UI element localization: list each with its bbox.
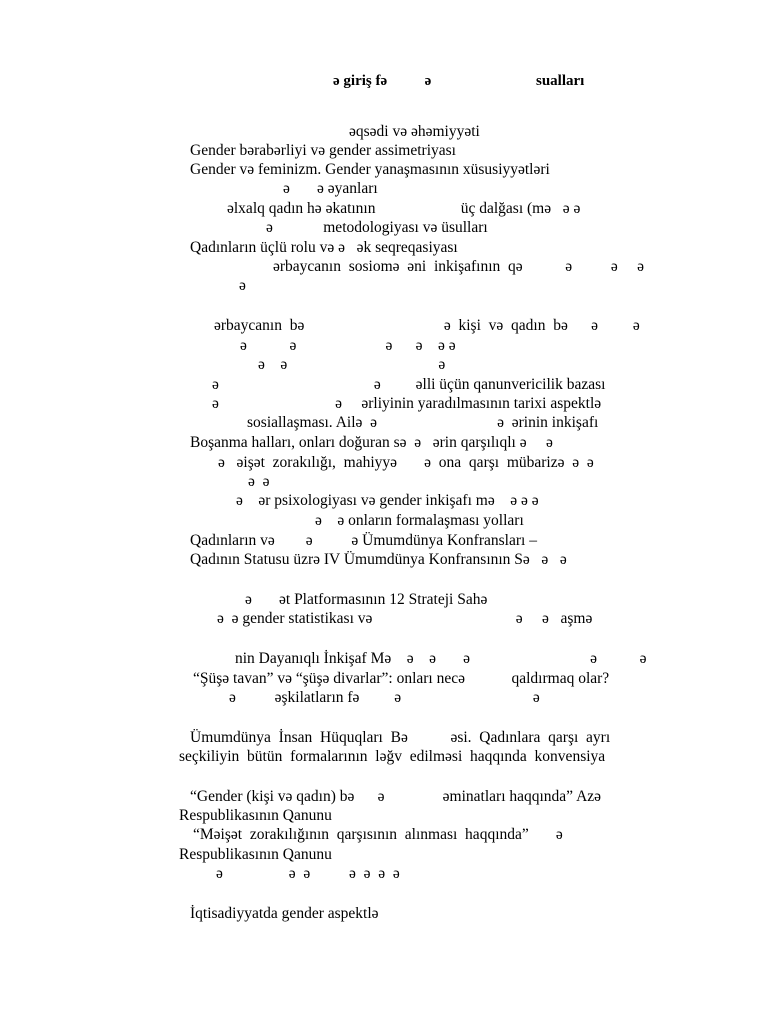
text-line: “Gender (kişi və qadın) bə ə əminatları haqqında” Azə (190, 788, 602, 805)
text-line: ə əşkilatların fə ə ə (229, 689, 540, 706)
text-line: ə əişət zorakılığı, mahiyyə ə ona qarşı mübarizə ə ə (218, 454, 594, 471)
document-title-right: sualları (536, 73, 585, 89)
text-line: Ümumdünya İnsan Hüquqları Bə əsi. Qadınlara qarşı ayrı (190, 729, 611, 746)
text-line: İqtisadiyyatda gender aspektlə (190, 905, 379, 922)
text-line: ə ə ə ə ə ə ə (216, 865, 400, 882)
text-line: Qadının Statusu üzrə IV Ümumdünya Konfransının Sə ə ə (190, 551, 567, 568)
text-line: Gender və feminizm. Gender yanaşmasının xüsusiyyətləri (190, 161, 550, 178)
text-line: ə ə əlli üçün qanunvericilik bazası (212, 376, 606, 393)
text-line: Qadınların üçlü rolu və ə ək seqreqasiyası (190, 239, 458, 256)
text-line: ə ə gender statistikası və ə ə aşmə (217, 610, 593, 627)
text-line: “Məişət zorakılığının qarşısının alınması haqqında” ə (193, 826, 563, 843)
text-line: ə ər psixologiyası və gender inkişafı mə ə ə ə (236, 492, 539, 509)
text-line: ə ət Platformasının 12 Strateji Sahə (245, 591, 488, 608)
text-line: əlxalq qadın hə əkatının üç dalğası (mə ə ə (227, 200, 581, 217)
text-line: ə ə əyanları (283, 180, 378, 197)
text-line: ə metodologiyası və üsulları (266, 219, 488, 236)
text-line: “Şüşə tavan” və “şüşə divarlar”: onları necə qaldırmaq olar? (193, 670, 610, 687)
text-line: Gender bərabərliyi və gender assimetriyası (190, 142, 456, 159)
text-line: ə ə (248, 473, 270, 490)
text-line: ə ə ə ə ə ə (240, 337, 456, 354)
text-line: ə ə onların formalaşması yolları (315, 512, 524, 529)
text-line: Respublikasının Qanunu (179, 846, 332, 863)
text-line: Boşanma halları, onları doğuran sə ə ərin qarşılıqlı ə ə (190, 434, 553, 451)
text-line: nin Dayanıqlı İnkişaf Mə ə ə ə ə ə (235, 650, 647, 667)
text-line: ərbaycanın sosiomə əni inkişafının qə ə ə ə (273, 258, 645, 275)
text-line: ə (239, 277, 246, 294)
text-line: seçkiliyin bütün formalarının ləğv edilməsi haqqında konvensiya (179, 748, 606, 765)
text-line: ərbaycanın bə ə kişi və qadın bə ə ə (214, 317, 640, 334)
document-title-left: ə giriş fə ə (333, 73, 432, 89)
text-line: sosiallaşması. Ailə ə ə ərinin inkişafı (247, 414, 599, 431)
text-line: Respublikasının Qanunu (179, 807, 332, 824)
text-line: əqsədi və əhəmiyyəti (349, 123, 480, 140)
text-line: Qadınların və ə ə Ümumdünya Konfransları – (190, 532, 537, 549)
text-line: ə ə ə (258, 356, 446, 373)
text-line: ə ə ərliyinin yaradılmasının tarixi aspektlə (212, 395, 602, 412)
